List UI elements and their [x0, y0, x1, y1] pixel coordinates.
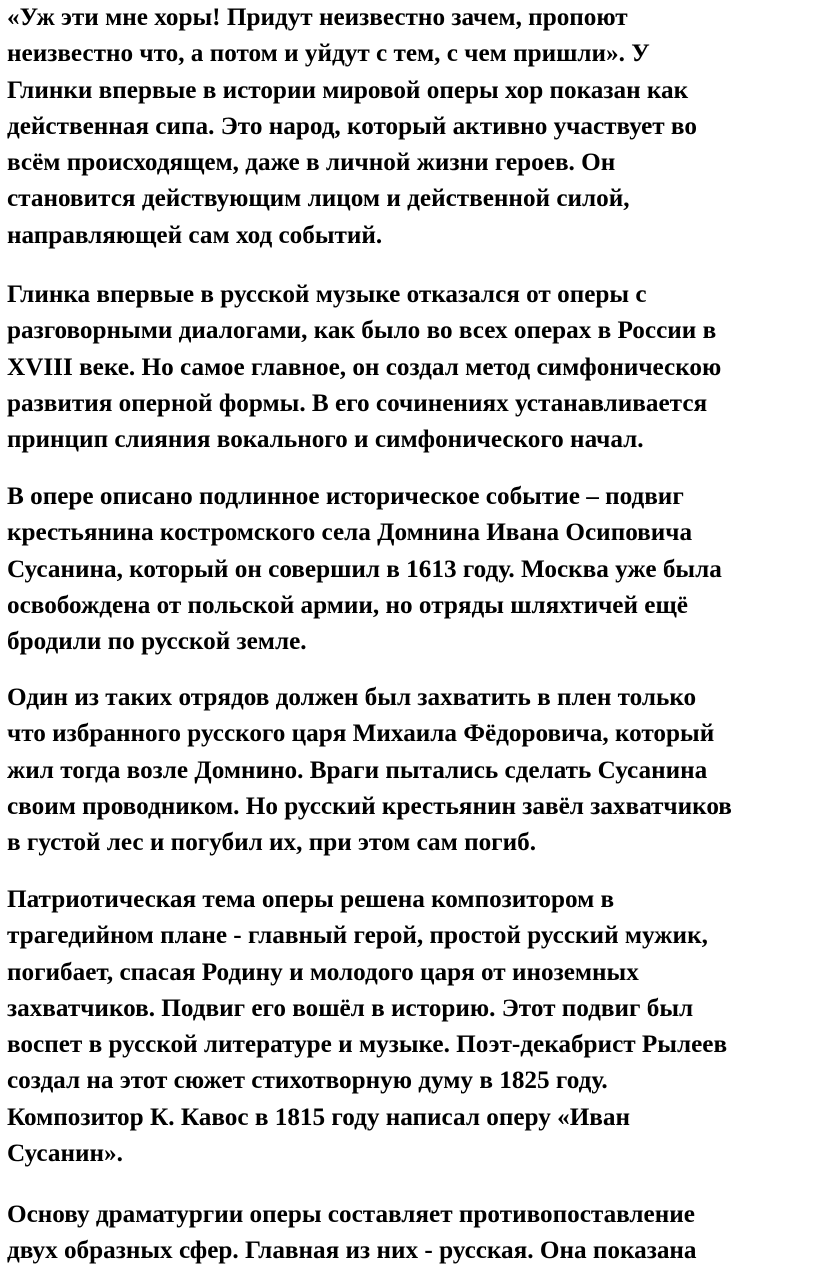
text-line: бродили по русской земле.: [7, 628, 307, 656]
text-line: развития оперной формы. В его сочинениях устанавливается: [7, 389, 708, 417]
text-line: двух образных сфер. Главная из них - русская. Она показана: [7, 1237, 697, 1265]
text-line: действенная сипа. Это народ, который активно участвует во: [7, 112, 697, 140]
text-line: освобождена от польской армии, но отряды шляхтичей ещё: [7, 591, 688, 619]
text-line: всём происходящем, даже в личной жизни героев. Он: [7, 149, 616, 177]
text-line: становится действующим лицом и действенной силой,: [7, 185, 630, 213]
text-line: в густой лес и погубил их, при этом сам погиб.: [7, 829, 537, 857]
text-line: погибает, спасая Родину и молодого царя от иноземных: [7, 958, 639, 986]
text-line: Сусанин».: [7, 1140, 123, 1168]
paragraph-4: [7, 680, 813, 861]
text-line: трагедийном плане - главный герой, простой русский мужик,: [7, 922, 708, 950]
paragraph-5: [7, 882, 813, 1172]
text-line: Композитор К. Кавос в 1815 году написал оперу «Иван: [7, 1103, 630, 1131]
text-line: Глинка впервые в русской музыке отказался от оперы с: [7, 281, 647, 308]
text-line: воспет в русской литературе и музыке. Поэт-декабрист Рылеев: [7, 1031, 728, 1059]
text-line: В опере описано подлинное историческое событие – подвиг: [7, 483, 684, 510]
text-line: XVIII веке. Но самое главное, он создал метод симфоническою: [7, 353, 722, 381]
text-line: разговорными диалогами, как было во всех операх в России в: [7, 317, 717, 345]
text-line: крестьянина костромского села Домнина Ивана Осиповича: [7, 519, 693, 547]
paragraph-3: [7, 479, 813, 660]
paragraph-1: [7, 0, 813, 254]
text-line: что избранного русского царя Михаила Фёдоровича, который: [7, 720, 715, 748]
paragraph-6: [7, 1197, 813, 1270]
text-line: Патриотическая тема оперы решена композитором в: [7, 886, 615, 913]
text-line: неизвестно что, а потом и уйдут с тем, с чем пришли». У: [7, 40, 650, 68]
text-line: Сусанина, который он совершил в 1613 году. Москва уже была: [7, 555, 722, 583]
text-line: Основу драматургии оперы составляет противопоставление: [7, 1201, 695, 1228]
text-line: «Уж эти мне хоры! Придут неизвестно зачем, пропоют: [7, 4, 628, 31]
text-line: принцип слияния вокального и симфонического начал.: [7, 426, 644, 454]
text-line: жил тогда возле Домнино. Враги пытались сделать Сусанина: [7, 756, 708, 784]
paragraph-2: [7, 277, 813, 458]
text-line: создал на этот сюжет стихотворную думу в 1825 году.: [7, 1067, 608, 1095]
text-line: своим проводником. Но русский крестьянин завёл захватчиков: [7, 792, 732, 820]
text-line: Один из таких отрядов должен был захватить в плен только: [7, 684, 697, 711]
text-line: Глинки впервые в истории мировой оперы хор показан как: [7, 76, 689, 104]
text-line: направляющей сам ход событий.: [7, 221, 383, 249]
text-line: захватчиков. Подвиг его вошёл в историю. Этот подвиг был: [7, 994, 694, 1022]
